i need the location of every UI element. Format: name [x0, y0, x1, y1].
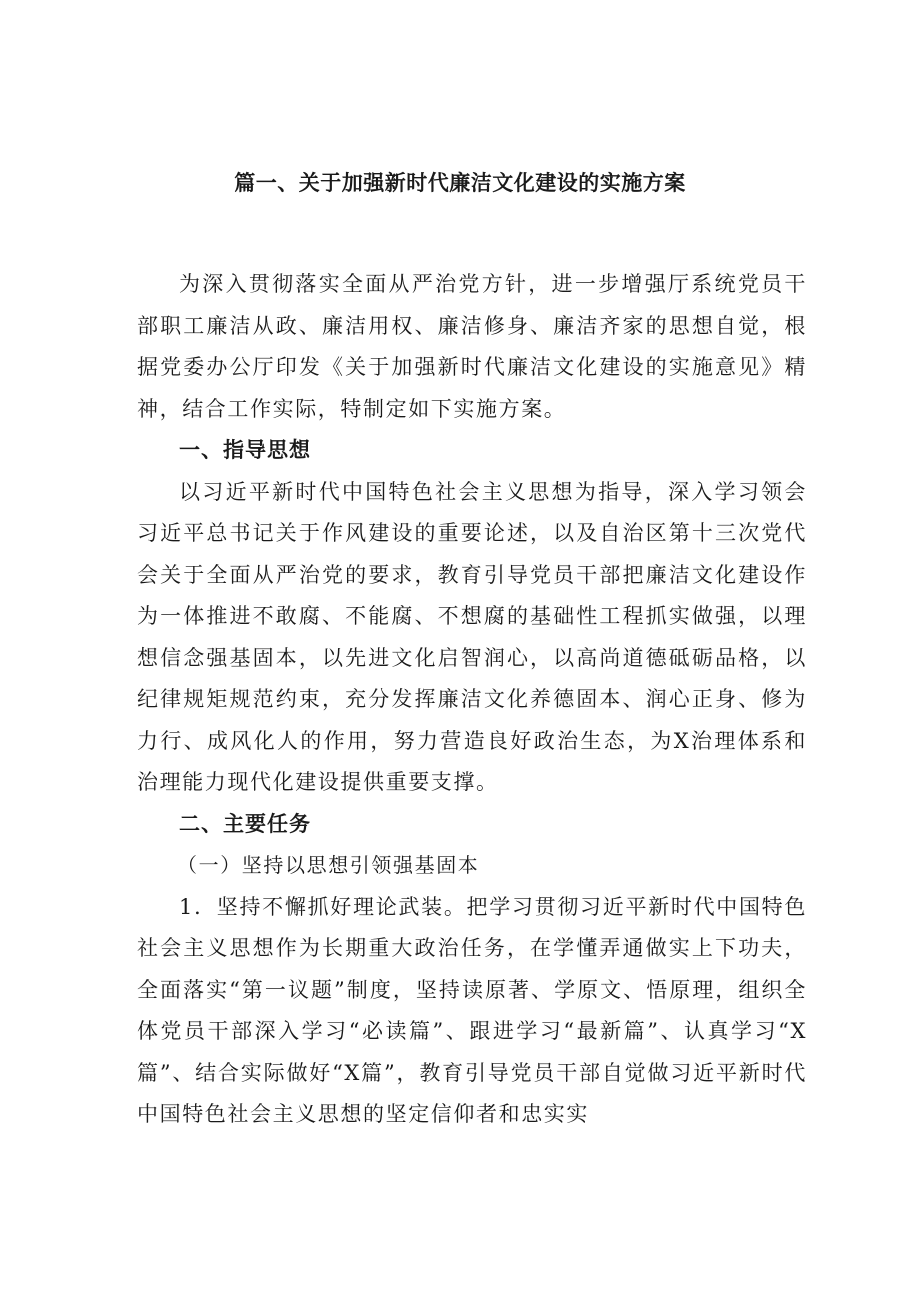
guiding-thought-paragraph: 以习近平新时代中国特色社会主义思想为指导，深入学习领会习近平总书记关于作风建设的重要论述，以及自治区第十三次党代会关于全面从严治党的要求，教育引导党员干部把廉洁文化建设作为一体推进不敢腐、不能腐、不想腐的基础性工程抓实做强，以理想信念强基固本，以先进文化启智润心，以高尚道德砥砺品格，以纪律规矩规范约束，充分发挥廉洁文化养德固本、润心正身、修为力行、成风化人的作用，努力营造良好政治生态，为X治理体系和治理能力现代化建设提供重要支撑。 [137, 479, 807, 794]
intro-paragraph: 为深入贯彻落实全面从严治党方针，进一步增强厅系统党员干部职工廉洁从政、廉洁用权、廉洁修身、廉洁齐家的思想自觉，根据党委办公厅印发《关于加强新时代廉洁文化建设的实施意见》精神，结合工作实际，特制定如下实施方案。 [137, 272, 807, 421]
subsection-heading-ideological-guidance: （一）坚持以思想引领强基固本 [177, 853, 480, 877]
section-heading-main-tasks: 二、主要任务 [179, 811, 311, 836]
section-heading-guiding-thought: 一、指导思想 [179, 438, 311, 462]
document-body [137, 264, 807, 1136]
task-item-1-paragraph: 1．坚持不懈抓好理论武装。把学习贯彻习近平新时代中国特色社会主义思想作为长期重大政治任务，在学懂弄通做实上下功夫，全面落实“第一议题”制度，坚持读原著、学原文、悟原理，组织全体党员干部深入学习“必读篇”、跟进学习“最新篇”、认真学习“X篇”、结合实际做好“X篇”，教育引导党员干部自觉做习近平新时代中国特色社会主义思想的坚定信仰者和忠实实 [137, 894, 807, 1126]
document-title: 篇一、关于加强新时代廉洁文化建设的实施方案 [234, 171, 686, 195]
